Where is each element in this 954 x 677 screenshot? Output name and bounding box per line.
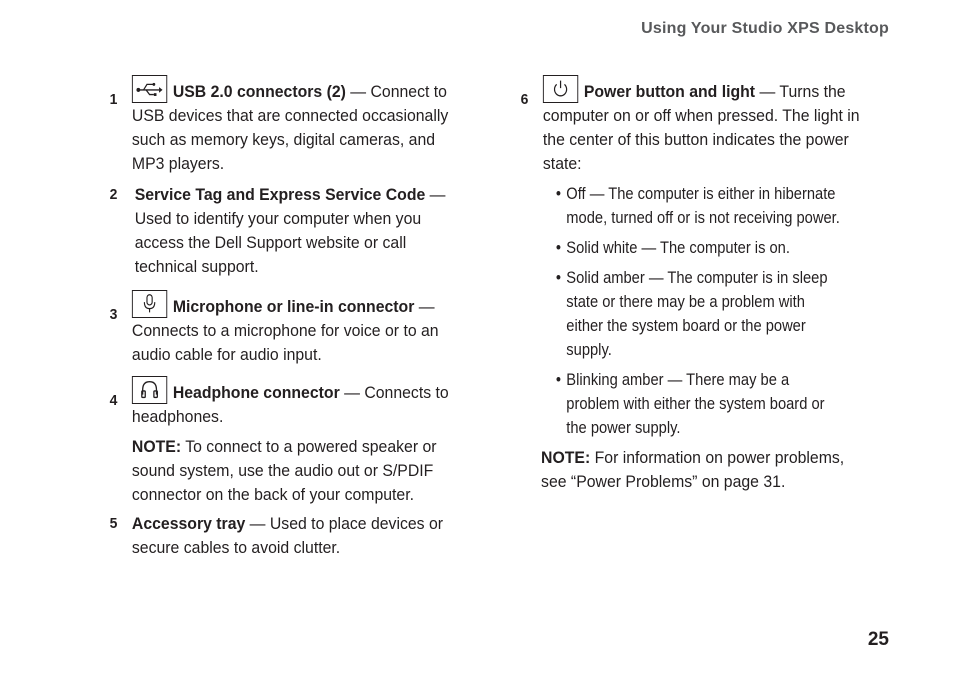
item-title: Power button and light — [583, 82, 756, 101]
note-text: For information on power problems, see “Power Problems” on page 31. — [541, 448, 845, 491]
page-number: 25 — [867, 629, 889, 650]
note-text: To connect to a powered speaker or sound system, use the audio out or S/PDIF connector on the back of your computer. — [131, 437, 437, 504]
list-item: • Solid amber — The computer is in sleep state or there may be a problem with either the system board or the power supply. — [556, 266, 845, 362]
item-usb-connectors — [104, 75, 450, 176]
item-number: 3 — [109, 306, 118, 323]
item-description: — Connects to headphones. — [131, 383, 449, 426]
power-state-list — [543, 182, 867, 440]
note-label: NOTE: — [541, 448, 591, 467]
power-icon — [543, 75, 578, 103]
item-title: Accessory tray — [131, 514, 246, 533]
running-header: Using Your Studio XPS Desktop — [641, 20, 889, 37]
item-description: — Turns the computer on or off when pressed. The light in the center of this button indicates the power state: — [542, 82, 860, 173]
item-accessory-tray — [104, 512, 450, 560]
note-power — [515, 446, 867, 494]
item-description: — Connect to USB devices that are connected occasionally such as memory keys, digital cameras, and MP3 players. — [131, 82, 449, 173]
item-number: 2 — [109, 186, 118, 203]
note-headphone — [104, 435, 450, 507]
microphone-icon — [132, 290, 167, 318]
item-title: Microphone or line-in connector — [172, 297, 415, 316]
item-number: 5 — [109, 515, 118, 532]
item-number: 4 — [109, 392, 118, 409]
list-item: • Solid white — The computer is on. — [556, 236, 845, 260]
headphone-icon — [132, 376, 167, 404]
item-service-tag — [104, 183, 450, 279]
right-column — [515, 75, 893, 494]
left-column — [104, 75, 476, 560]
note-label: NOTE: — [131, 437, 182, 456]
item-title: USB 2.0 connectors (2) — [172, 82, 346, 101]
item-description: — Used to identify your computer when you access the Dell Support website or call technical support. — [134, 185, 446, 276]
list-item: • Blinking amber — There may be a problem with either the system board or the power supply. — [556, 368, 845, 440]
list-item: • Off — The computer is either in hibernate mode, turned off or is not receiving power. — [556, 182, 845, 230]
item-number: 6 — [520, 91, 529, 108]
item-headphone-connector — [104, 376, 450, 429]
usb-icon — [132, 75, 167, 103]
item-title: Service Tag and Express Service Code — [134, 185, 426, 204]
item-description: — Used to place devices or secure cables to avoid clutter. — [131, 514, 444, 557]
item-microphone-connector — [104, 290, 450, 367]
item-title: Headphone connector — [172, 383, 340, 402]
item-description: — Connects to a microphone for voice or to an audio cable for audio input. — [131, 297, 439, 364]
item-number: 1 — [109, 91, 118, 108]
item-power-button — [515, 75, 867, 440]
